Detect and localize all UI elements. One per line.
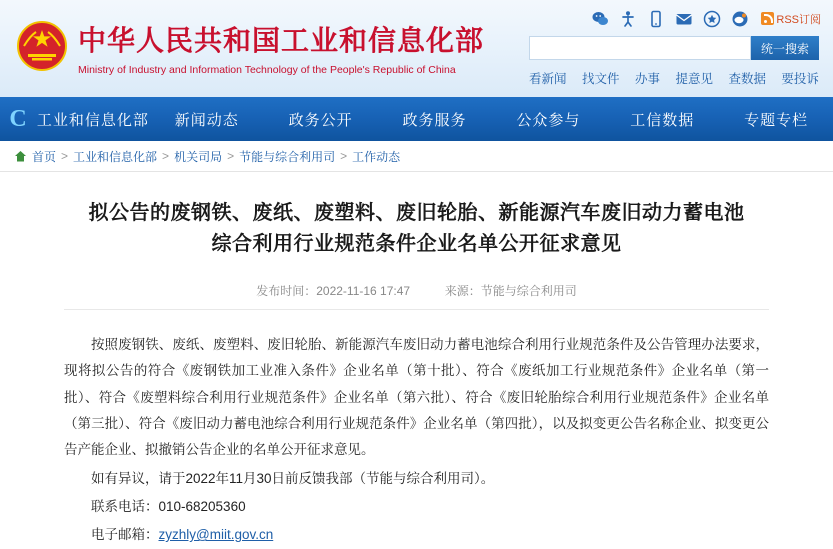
page-title-line1: 拟公告的废钢铁、废纸、废塑料、废旧轮胎、新能源汽车废旧动力蓄电池 [88,202,745,224]
article-paragraph: 如有异议，请于2022年11月30日前反馈我部（节能与综合利用司）。 [91,470,495,486]
breadcrumb-item-energy-conservation[interactable]: 节能与综合利用司 [239,149,336,164]
page-title-line2: 综合利用行业规范条件企业名单公开征求意见 [211,233,622,255]
nav-logo-icon [0,107,36,131]
breadcrumb [0,141,833,172]
article-paragraph: 联系电话：010-68205360 [91,498,246,514]
nav-item-miit[interactable]: 工业和信息化部 [36,111,149,129]
quick-link-documents[interactable]: 找文件 [581,72,620,86]
quick-link-data[interactable]: 查数据 [728,72,766,86]
article-body [64,332,769,549]
quick-links [529,69,819,87]
search-area [529,36,819,87]
header-icon-bar [591,10,821,28]
wechat-icon[interactable] [591,10,609,28]
weibo-icon[interactable] [731,10,749,28]
search-button[interactable]: 统一搜索 [751,36,819,60]
nav-item-industry-data[interactable]: 工信数据 [630,111,695,129]
rss-icon [761,12,774,25]
mail-icon[interactable] [675,10,693,28]
nav-item-special-topics[interactable]: 专题专栏 [744,111,809,129]
favorite-icon[interactable] [703,10,721,28]
source-value: 节能与综合利用司 [480,284,577,298]
breadcrumb-separator: > [162,149,170,163]
home-icon [14,150,27,163]
main-navigation [0,97,833,141]
breadcrumb-separator: > [227,149,235,163]
page-title [64,198,769,260]
rss-subscribe-link[interactable] [761,11,821,27]
mobile-icon[interactable] [647,10,665,28]
nav-logo-letter: C [9,106,27,132]
article-paragraph-email: 电子邮箱：zyzhly@miit.gov.cn [91,527,274,543]
article-paragraph: 按照废钢铁、废纸、废塑料、废旧轮胎、新能源汽车废旧动力蓄电池综合利用行业规范条件及公告管理办法要求，现将拟公告的符合《废钢铁加工业准入条件》企业名单（第十批）、符合《废纸加工行业规范条件》企业名单（第一批）、符合《废塑料综合利用行业规范条件》企业名单（第六批）、符合《废旧轮胎综合利用行业规范条件》企业名单（第三批）、符合《废旧动力蓄电池综合利用行业规范条件》企业名单（第四批），以及拟变更公告名称企业、拟变更公告产能企业、拟撤销公告企业的名单公开征求意见。 [64,337,769,458]
search-input[interactable] [529,36,751,60]
article-meta [64,282,769,310]
contact-email-link[interactable]: zyzhly@miit.gov.cn [158,527,274,543]
accessibility-icon[interactable] [619,10,637,28]
national-emblem-icon [14,16,70,76]
breadcrumb-separator: > [61,149,69,163]
site-title [78,19,484,76]
publish-time-label: 发布时间： [256,284,317,298]
nav-item-government-services[interactable]: 政务服务 [402,111,467,129]
source-label: 来源： [444,284,481,298]
breadcrumb-item-departments[interactable]: 机关司局 [174,149,223,164]
breadcrumb-separator: > [340,149,348,163]
rss-label: RSS订阅 [776,14,821,26]
article [0,172,833,549]
quick-link-complaints[interactable]: 要投诉 [781,72,819,86]
breadcrumb-item-miit[interactable]: 工业和信息化部 [73,149,158,164]
quick-link-services[interactable]: 办事 [634,72,660,86]
site-header [0,0,833,97]
nav-item-government-openness[interactable]: 政务公开 [288,111,353,129]
breadcrumb-item-work-updates[interactable]: 工作动态 [352,149,401,164]
site-title-cn: 中华人民共和国工业和信息化部 [78,26,485,57]
quick-link-news[interactable]: 看新闻 [529,72,567,86]
nav-item-public-participation[interactable]: 公众参与 [516,111,581,129]
quick-link-suggestions[interactable]: 提意见 [675,72,713,86]
breadcrumb-home[interactable]: 首页 [32,149,57,164]
site-title-en: Ministry of Industry and Information Technology of the People's Republic of China [78,64,456,76]
nav-item-news[interactable]: 新闻动态 [174,111,239,129]
publish-time-value: 2022-11-16 17:47 [316,284,411,298]
